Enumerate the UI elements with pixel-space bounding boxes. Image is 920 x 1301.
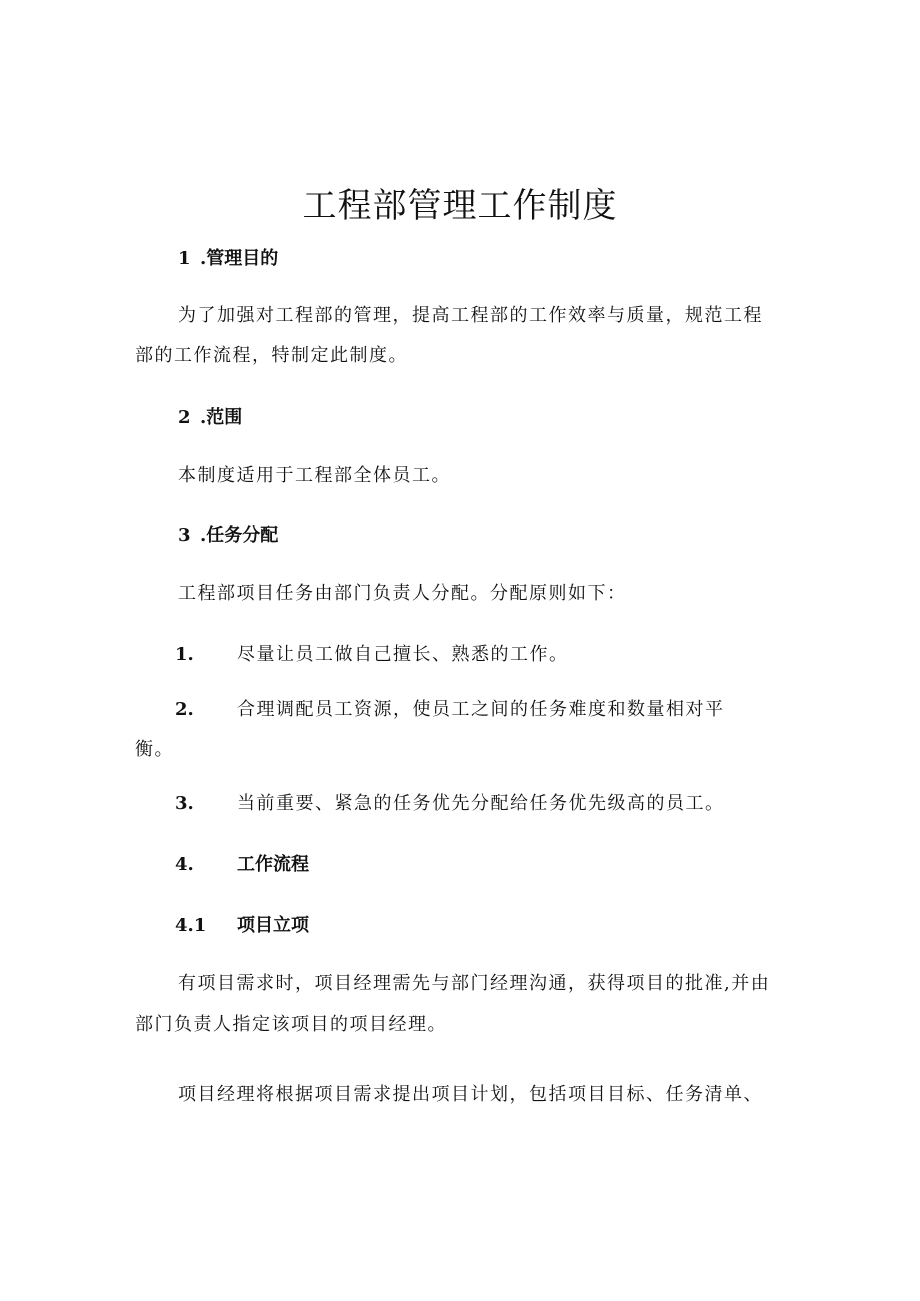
list-item-text: 尽量让员工做自己擅长、熟悉的工作。 bbox=[237, 644, 569, 665]
list-item-number: 3. bbox=[175, 793, 194, 814]
section-2-label: .范围 bbox=[200, 407, 243, 428]
list-item-wrap: 衡。 bbox=[135, 739, 174, 760]
section-1-heading bbox=[178, 246, 278, 272]
list-item-number: 1. bbox=[175, 644, 194, 665]
section-1-label: .管理目的 bbox=[200, 248, 279, 269]
section-3-number: 3 bbox=[178, 525, 191, 546]
section-3-label: .任务分配 bbox=[200, 525, 279, 546]
section-2-number: 2 bbox=[178, 407, 191, 428]
section-3-para: 工程部项目任务由部门负责人分配。分配原则如下： bbox=[178, 583, 627, 604]
list-item-text: 合理调配员工资源，使员工之间的任务难度和数量相对平 bbox=[237, 699, 725, 720]
section-4-1-para-2-line-1: 项目经理将根据项目需求提出项目计划，包括项目目标、任务清单、 bbox=[178, 1084, 763, 1105]
section-4-1-heading bbox=[175, 913, 309, 939]
section-3-heading bbox=[178, 523, 278, 549]
section-4-1-number: 4.1 bbox=[175, 915, 207, 936]
list-item-text: 当前重要、紧急的任务优先分配给任务优先级高的员工。 bbox=[237, 793, 725, 814]
section-1-para-line-1: 为了加强对工程部的管理，提高工程部的工作效率与质量，规范工程 bbox=[178, 305, 763, 326]
section-4-1-label: 项目立项 bbox=[237, 915, 309, 936]
section-2-para: 本制度适用于工程部全体员工。 bbox=[178, 465, 451, 486]
section-4-label: 工作流程 bbox=[237, 854, 309, 875]
list-item bbox=[175, 791, 725, 817]
list-item bbox=[175, 642, 569, 668]
document-title: 工程部管理工作制度 bbox=[302, 186, 618, 226]
section-4-1-para-1-line-1: 有项目需求时，项目经理需先与部门经理沟通，获得项目的批准,并由 bbox=[178, 973, 771, 994]
section-4-heading bbox=[175, 852, 309, 878]
list-item-number: 2. bbox=[175, 699, 194, 720]
list-item bbox=[175, 697, 725, 723]
section-4-1-para-1-line-2: 部门负责人指定该项目的项目经理。 bbox=[135, 1014, 447, 1035]
section-1-para-line-2: 部的工作流程，特制定此制度。 bbox=[135, 345, 408, 366]
section-1-number: 1 bbox=[178, 248, 191, 269]
section-4-number: 4. bbox=[175, 854, 194, 875]
section-2-heading bbox=[178, 405, 242, 431]
